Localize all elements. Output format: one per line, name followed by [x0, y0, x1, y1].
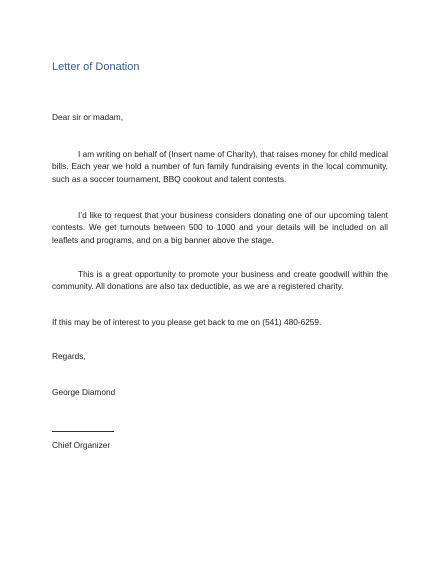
letter-title: Letter of Donation [52, 61, 140, 73]
closing: Regards, [52, 351, 86, 361]
salutation: Dear sir or madam, [52, 112, 124, 122]
signer-name: George Diamond [52, 387, 116, 397]
paragraph-promotion-benefit: This is a great opportunity to promote your business and create goodwill within the community. All donations are also tax deductible, as we are a registered charity. [52, 269, 388, 292]
signer-title: Chief Organizer [52, 440, 111, 450]
signature-line [52, 431, 114, 432]
paragraph-donation-request: I’d like to request that your business considers donating one of our upcoming talent contests. We get turnouts between 500 to 1000 and your details will be included on all leaflets and programs, and on a big banner above the stage. [52, 210, 388, 245]
contact-line: If this may be of interest to you please get back to me on (541) 480-6259. [52, 317, 322, 327]
paragraph-charity-intro: I am writing on behalf of (Insert name of Charity), that raises money for child medical bills. Each year we hold a number of fun family fundraising events in the local community, such as a soccer tournament, BBQ cookout and talent contests. [52, 149, 388, 184]
